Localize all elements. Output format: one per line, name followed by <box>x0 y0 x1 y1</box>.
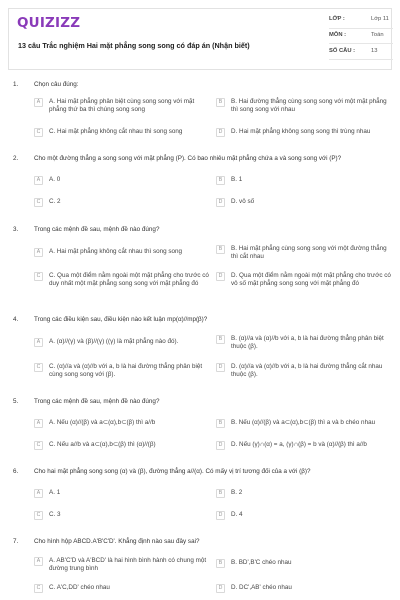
page-title: 13 câu Trắc nghiệm Hai mặt phẳng song song có đáp án (Nhận biết) <box>18 41 250 50</box>
option-letter-box: C <box>34 272 43 281</box>
option-letter-box: D <box>216 511 225 520</box>
option-letter-box: A <box>34 338 43 347</box>
option-text: C. (α)//a và (α)//b với a, b là hai đường thẳng phân biệt cùng song song với (β). <box>49 363 203 379</box>
option-text: D. DC',AB' chéo nhau <box>231 584 292 591</box>
option-text: D. Hai mặt phẳng không song song thì trùng nhau <box>231 128 371 135</box>
option-a[interactable] <box>34 98 210 114</box>
option-c[interactable] <box>34 511 210 520</box>
option-d[interactable] <box>216 198 392 207</box>
option-text: B. Hai mặt phẳng cùng song song với một đường thẳng thì cắt nhau <box>231 245 387 261</box>
question-text: Chọn câu đúng: <box>34 81 79 88</box>
option-letter-box: C <box>34 511 43 520</box>
question-number: 6. <box>13 468 19 475</box>
divider <box>329 59 393 60</box>
option-a[interactable] <box>34 338 210 347</box>
option-c[interactable] <box>34 584 210 593</box>
divider <box>329 28 393 29</box>
meta-value: 13 <box>371 48 378 54</box>
option-letter-box: A <box>34 98 43 107</box>
option-a[interactable] <box>34 489 210 498</box>
option-text: D. vô số <box>231 198 255 205</box>
option-a[interactable] <box>34 419 210 428</box>
option-text: C. Nếu a//b và a⊂(α),b⊂(β) thì (α)//(β) <box>49 441 156 448</box>
option-b[interactable] <box>216 245 392 261</box>
option-b[interactable] <box>216 559 392 568</box>
option-letter-box: A <box>34 176 43 185</box>
option-c[interactable] <box>34 198 210 207</box>
option-text: B. 2 <box>231 489 243 496</box>
option-d[interactable] <box>216 272 392 288</box>
option-text: B. BD',B'C chéo nhau <box>231 559 292 566</box>
question-text: Trong các mệnh đề sau, mệnh đề nào đúng? <box>34 398 160 405</box>
question-text: Trong các điều kiện sau, điều kiện nào kết luận mp(α)//mp(β)? <box>34 316 208 323</box>
option-c[interactable] <box>34 128 210 137</box>
option-text: A. Hai mặt phẳng phân biệt cùng song song với mặt phẳng thứ ba thì chúng song song <box>49 98 195 114</box>
question-text: Cho hình hộp ABCD.A'B'C'D'. Khẳng định nào sau đây sai? <box>34 538 200 545</box>
option-a[interactable] <box>34 557 210 573</box>
question-number: 7. <box>13 538 19 545</box>
question-number: 3. <box>13 226 19 233</box>
option-c[interactable] <box>34 363 210 379</box>
option-letter-box: B <box>216 559 225 568</box>
option-text: A. Hai mặt phẳng không cắt nhau thì song song <box>49 248 183 255</box>
option-letter-box: D <box>216 272 225 281</box>
option-text: D. 4 <box>231 511 243 518</box>
option-letter-box: D <box>216 584 225 593</box>
meta-value: Lớp 11 <box>371 16 389 22</box>
option-b[interactable] <box>216 489 392 498</box>
option-text: B. Nếu (α)//(β) và a⊂(α),b⊂(β) thì a và b chéo nhau <box>231 419 376 426</box>
option-a[interactable] <box>34 176 210 185</box>
question-text: Cho hai mặt phẳng song song (α) và (β), đường thẳng a//(α). Có mấy vị trí tương đối của a với (β)? <box>34 468 311 475</box>
option-letter-box: D <box>216 363 225 372</box>
option-text: C. Hai mặt phẳng không cắt nhau thì song song <box>49 128 183 135</box>
question-text: Trong các mệnh đề sau, mệnh đề nào đúng? <box>34 226 160 233</box>
option-letter-box: B <box>216 176 225 185</box>
option-text: A. Nếu (α)//(β) và a⊂(α),b⊂(β) thì a//b <box>49 419 156 426</box>
option-text: A. (α)//(γ) và (β)//(γ) ((γ) là mặt phẳng nào đó). <box>49 338 179 345</box>
option-c[interactable] <box>34 272 210 288</box>
option-letter-box: A <box>34 557 43 566</box>
option-letter-box: C <box>34 363 43 372</box>
option-letter-box: D <box>216 441 225 450</box>
option-d[interactable] <box>216 511 392 520</box>
option-letter-box: C <box>34 584 43 593</box>
option-letter-box: A <box>34 489 43 498</box>
option-letter-box: D <box>216 128 225 137</box>
option-text: B. 1 <box>231 176 243 183</box>
question-number: 2. <box>13 155 19 162</box>
option-text: C. A'C,DD' chéo nhau <box>49 584 110 591</box>
question-text: Cho một đường thẳng a song song với mặt phẳng (P). Có bao nhiêu mặt phẳng chứa a và song song với (P)? <box>34 155 342 162</box>
option-text: B. (α)//a và (α)//b với a, b là hai đường thẳng phân biệt thuộc (β). <box>231 335 384 351</box>
question-number: 4. <box>13 316 19 323</box>
option-d[interactable] <box>216 363 392 379</box>
option-letter-box: B <box>216 245 225 254</box>
option-text: C. Qua một điểm nằm ngoài một mặt phẳng cho trước có duy nhất một mặt phẳng song song với mặt phẳng đó <box>49 272 209 288</box>
option-b[interactable] <box>216 176 392 185</box>
option-letter-box: A <box>34 419 43 428</box>
option-c[interactable] <box>34 441 210 450</box>
option-letter-box: C <box>34 441 43 450</box>
option-b[interactable] <box>216 419 392 428</box>
option-text: A. 1 <box>49 489 61 496</box>
meta-label: SỐ CÂU : <box>329 48 356 54</box>
divider <box>329 43 393 44</box>
question-number: 5. <box>13 398 19 405</box>
option-letter-box: D <box>216 198 225 207</box>
option-a[interactable] <box>34 248 210 257</box>
option-b[interactable] <box>216 98 392 114</box>
meta-value: Toán <box>371 32 384 38</box>
document-header <box>8 8 392 70</box>
option-text: D. Nếu (γ)∩(α) = a, (γ)∩(β) = b và (α)//(β) thì a//b <box>231 441 367 448</box>
option-letter-box: B <box>216 489 225 498</box>
option-d[interactable] <box>216 441 392 450</box>
option-letter-box: A <box>34 248 43 257</box>
option-text: B. Hai đường thẳng cùng song song với một mặt phẳng thì song song với nhau <box>231 98 387 114</box>
option-text: A. 0 <box>49 176 61 183</box>
option-letter-box: C <box>34 128 43 137</box>
option-letter-box: B <box>216 335 225 344</box>
quizizz-logo: QUIZIZZ <box>17 15 81 31</box>
option-text: D. Qua một điểm nằm ngoài một mặt phẳng cho trước có vô số mặt phẳng song song với mặt phẳng đó <box>231 272 391 288</box>
option-text: A. AB'C'D và A'BCD' là hai hình bình hành có chung một đường trung bình <box>49 557 207 573</box>
option-letter-box: B <box>216 419 225 428</box>
option-d[interactable] <box>216 128 392 137</box>
question-number: 1. <box>13 81 19 88</box>
option-text: C. 3 <box>49 511 61 518</box>
option-letter-box: C <box>34 198 43 207</box>
option-text: C. 2 <box>49 198 61 205</box>
option-text: D. (α)//a và (α)//b với a, b là hai đường thẳng cắt nhau thuộc (β). <box>231 363 383 379</box>
meta-label: MÔN : <box>329 32 347 38</box>
meta-label: LỚP : <box>329 16 345 22</box>
option-b[interactable] <box>216 335 392 351</box>
option-d[interactable] <box>216 584 392 593</box>
option-letter-box: B <box>216 98 225 107</box>
